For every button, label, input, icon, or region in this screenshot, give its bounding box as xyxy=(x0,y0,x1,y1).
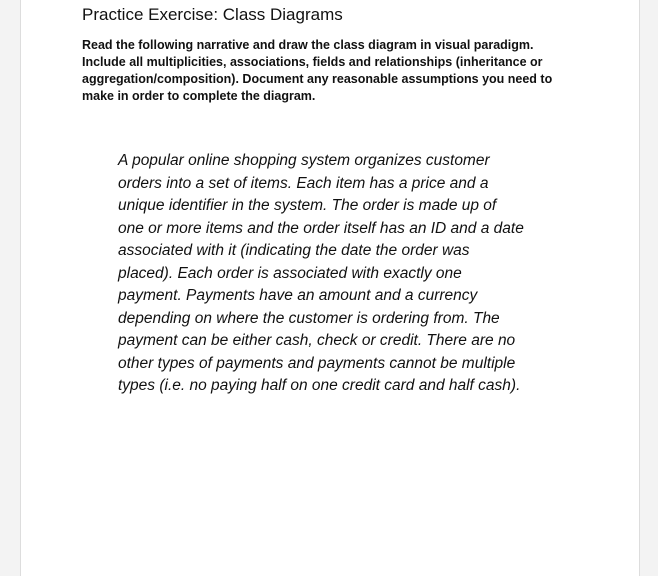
narrative-line: payment. Payments have an amount and a currency xyxy=(118,287,478,304)
narrative-line: orders into a set of items. Each item has a price and a xyxy=(118,174,489,192)
narrative-line: depending on where the customer is ordering from. The xyxy=(118,309,500,327)
narrative-line: types (i.e. no paying half on one credit card and half cash). xyxy=(118,377,521,394)
left-page-margin xyxy=(0,0,21,576)
instructions-line: Include all multiplicities, associations, fields and relationships (inheritance or xyxy=(82,55,543,69)
narrative-line: other types of payments and payments cannot be multiple xyxy=(118,354,516,372)
narrative-line: payment can be either cash, check or credit. There are no xyxy=(118,332,516,349)
narrative-line: A popular online shopping system organizes customer xyxy=(118,152,490,169)
instructions-line: make in order to complete the diagram. xyxy=(82,89,316,103)
page-title: Practice Exercise: Class Diagrams xyxy=(82,5,343,24)
document-page xyxy=(21,0,639,576)
instructions-paragraph xyxy=(82,37,582,105)
narrative-line: placed). Each order is associated with exactly one xyxy=(118,264,462,282)
instructions-line: Read the following narrative and draw the class diagram in visual paradigm. xyxy=(82,38,534,52)
narrative-line: unique identifier in the system. The order is made up of xyxy=(118,197,497,214)
narrative-line: associated with it (indicating the date the order was xyxy=(118,242,470,259)
narrative-paragraph xyxy=(118,150,588,398)
narrative-line: one or more items and the order itself has an ID and a date xyxy=(118,219,524,237)
instructions-line: aggregation/composition). Document any reasonable assumptions you need to xyxy=(82,72,553,86)
right-page-margin xyxy=(639,0,658,576)
